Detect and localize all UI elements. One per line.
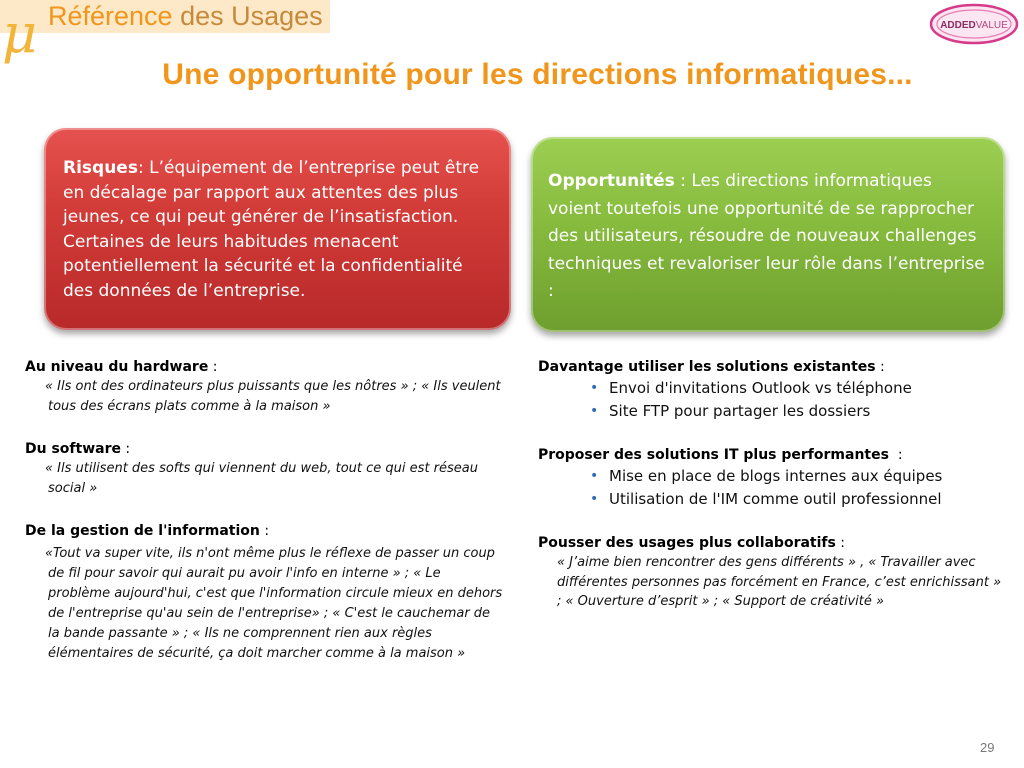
existing-solutions-heading bbox=[538, 357, 1008, 377]
existing-solutions-heading-suffix: : bbox=[875, 359, 885, 375]
performant-solutions-heading bbox=[538, 445, 1008, 465]
information-quote bbox=[25, 544, 505, 664]
reference-des-usages-logo bbox=[0, 0, 330, 66]
information-heading bbox=[25, 521, 505, 541]
list-item-text: Mise en place de blogs internes aux équipes bbox=[609, 467, 943, 485]
existing-solutions-heading-label: Davantage utiliser les solutions existantes bbox=[538, 359, 876, 375]
bullet-icon: • bbox=[590, 468, 599, 484]
collaborative-usages-heading-label: Pousser des usages plus collaboratifs bbox=[538, 535, 836, 551]
list-item bbox=[590, 400, 1008, 423]
left-column bbox=[25, 357, 505, 664]
risks-text: : L’équipement de l’entreprise peut être en décalage par rapport aux attentes des plus jeunes, ce qui peut générer de l’insatisfaction. Certaines de leurs habitudes menacent potentiellement la sécurité et la confidentialité des données de l’entreprise. bbox=[63, 158, 480, 301]
bullet-icon: • bbox=[590, 491, 599, 507]
opportunities-label: Opportunités bbox=[548, 171, 675, 191]
risks-label: Risques bbox=[63, 158, 138, 178]
badge-text bbox=[940, 20, 1008, 31]
logo-text-reference: Référence bbox=[48, 1, 173, 31]
right-column bbox=[538, 357, 1008, 612]
opportunities-text: : Les directions informatiques voient toutefois une opportunité de se rapprocher des utilisateurs, résoudre de nouveaux challenges techniques et revaloriser leur rôle dans l’entreprise : bbox=[548, 171, 985, 301]
information-quote-text: «Tout va super vite, ils n'ont même plus le réflexe de passer un coup de fil pour savoir qui aurait pu avoir l'info en interne » ; « Le problème aujourd'hui, c'est que l'information circule mieux en dehors de l'entreprise qu'au sein de l'entreprise» ; « C'est le cauchemar de la bande passante » ; « Ils ne comprennent rien aux règles élémentaires de sécurité, ça doit marcher comme à la maison » bbox=[45, 546, 503, 661]
hardware-heading-label: Au niveau du hardware bbox=[25, 359, 209, 375]
list-item-text: Utilisation de l'IM comme outil professionnel bbox=[609, 490, 942, 508]
badge-text-added: ADDED bbox=[940, 20, 976, 31]
risks-box bbox=[44, 128, 511, 330]
badge-text-value: VALUE bbox=[975, 20, 1008, 31]
software-heading bbox=[25, 439, 505, 459]
software-heading-suffix: : bbox=[120, 441, 131, 457]
logo-text-usages: des Usages bbox=[172, 1, 323, 31]
slide-title: Une opportunité pour les directions informatiques... bbox=[162, 58, 913, 91]
performant-solutions-heading-label: Proposer des solutions IT plus performantes bbox=[538, 447, 889, 463]
performant-solutions-list bbox=[538, 465, 1008, 511]
software-quote-text: « Ils utilisent des softs qui viennent du web, tout ce qui est réseau social » bbox=[45, 461, 478, 496]
software-heading-label: Du software bbox=[25, 441, 121, 457]
added-value-logo bbox=[928, 2, 1020, 46]
hardware-quote-text: « Ils ont des ordinateurs plus puissants que les nôtres » ; « Ils veulent tous des écrans plats comme à la maison » bbox=[45, 379, 501, 414]
hardware-heading bbox=[25, 357, 505, 377]
software-quote bbox=[25, 459, 505, 499]
list-item bbox=[590, 488, 1008, 511]
list-item-text: Site FTP pour partager les dossiers bbox=[609, 402, 871, 420]
logo-wordmark bbox=[48, 1, 323, 31]
opportunities-box bbox=[531, 137, 1005, 332]
collaborative-usages-heading-suffix: : bbox=[835, 535, 846, 551]
performant-solutions-heading-suffix: : bbox=[888, 447, 903, 463]
logo-mu: μ bbox=[2, 2, 38, 65]
information-heading-label: De la gestion de l'information bbox=[25, 523, 260, 539]
list-item-text: Envoi d'invitations Outlook vs téléphone bbox=[609, 379, 912, 397]
collaborative-usages-quote: « J’aime bien rencontrer des gens différents » , « Travailler avec différentes personnes pas forcément en France, c’est enrichissant » ; « Ouverture d’esprit » ; « Support de créativité » bbox=[557, 555, 1002, 609]
hardware-quote bbox=[25, 377, 505, 417]
bullet-icon: • bbox=[590, 380, 599, 396]
existing-solutions-list bbox=[538, 377, 1008, 423]
collaborative-usages-heading bbox=[538, 533, 1008, 553]
page-number: 29 bbox=[980, 740, 995, 755]
information-heading-suffix: : bbox=[259, 523, 270, 539]
hardware-heading-suffix: : bbox=[208, 359, 218, 375]
list-item bbox=[590, 465, 1008, 488]
list-item bbox=[590, 377, 1008, 400]
bullet-icon: • bbox=[590, 403, 599, 419]
